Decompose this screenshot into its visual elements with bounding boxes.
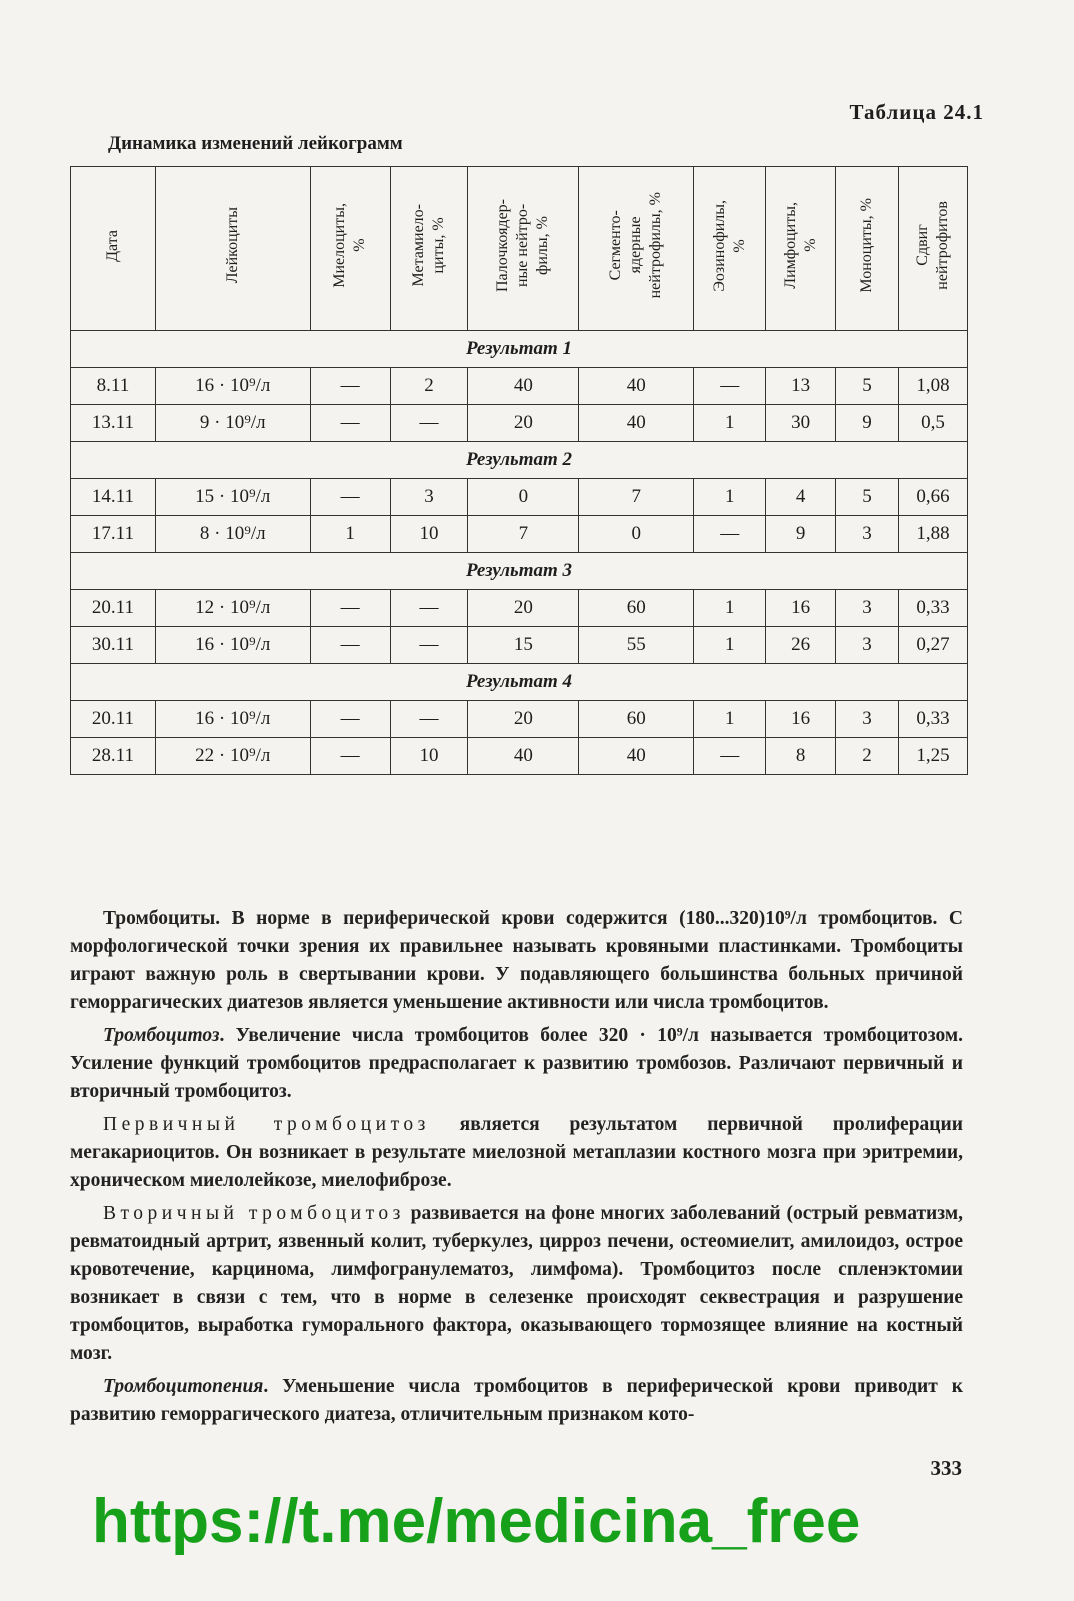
telegram-link[interactable]: https://t.me/medicina_free <box>92 1487 861 1556</box>
column-header: Дата <box>71 167 156 331</box>
column-header: Палочкоядер- ные нейтро- филы, % <box>468 167 579 331</box>
paragraph-thrombocytopenia: Тромбоцитопения. Уменьшение числа тромбоцитов в периферической крови приводит к развитию геморрагического диатеза, отличительным признаком кото- <box>70 1376 963 1425</box>
result-group-row: Результат 3 <box>71 553 968 590</box>
table-row: 13.11 9 · 10⁹/л — — 20 40 1 30 9 0,5 <box>71 405 968 442</box>
column-header: Эозинофилы, % <box>694 167 766 331</box>
column-header: Сегменто- ядерные нейтрофилы, % <box>579 167 694 331</box>
table-row: 20.11 16 · 10⁹/л — — 20 60 1 16 3 0,33 <box>71 701 968 738</box>
table-row: 28.11 22 · 10⁹/л — 10 40 40 — 8 2 1,25 <box>71 738 968 775</box>
table-row: 20.11 12 · 10⁹/л — — 20 60 1 16 3 0,33 <box>71 590 968 627</box>
table-header-row <box>71 167 968 331</box>
result-group-row: Результат 1 <box>71 331 968 368</box>
column-header: Сдвиг нейтрофитов <box>899 167 968 331</box>
column-header: Метамиело- циты, % <box>390 167 468 331</box>
table-row: 30.11 16 · 10⁹/л — — 15 55 1 26 3 0,27 <box>71 627 968 664</box>
column-header: Моноциты, % <box>836 167 899 331</box>
leukogram-table <box>70 166 968 775</box>
page-number: 333 <box>930 1456 962 1480</box>
result-group-row: Результат 4 <box>71 664 968 701</box>
body-text <box>70 905 963 1434</box>
paragraph-thrombocytosis: Тромбоцитоз. Увеличение числа тромбоцитов более 320 · 10⁹/л называется тромбоцитозом. Усиление функций тромбоцитов предрасполагает к развитию тромбозов. Различают первичный и вторичный тромбоцитоз. <box>70 1025 963 1102</box>
column-header: Лейкоциты <box>155 167 310 331</box>
column-header: Лимфоциты, % <box>766 167 836 331</box>
table-title: Динамика изменений лейкограмм <box>108 133 403 154</box>
paragraph-secondary-thrombocytosis: Вторичный тромбоцитоз развивается на фоне многих заболеваний (острый ревматизм, ревматоидный артрит, язвенный колит, туберкулез, цирроз печени, остеомиелит, амилоидоз, острое кровотечение, карцинома, лимфогранулематоз, лимфома). Тромбоцитоз после спленэктомии возникает в связи с тем, что в норме в селезенке происходят секвестрация и разрушение тромбоцитов, выработка гуморального фактора, оказывающего тормозящее влияние на костный мозг. <box>70 1203 963 1364</box>
table-row: 8.11 16 · 10⁹/л — 2 40 40 — 13 5 1,08 <box>71 368 968 405</box>
paragraph-thrombocytes: Тромбоциты. В норме в периферической крови содержится (180...320)10⁹/л тромбоцитов. С морфологической точки зрения их правильнее называть кровяными пластинками. Тромбоциты играют важную роль в свертывании крови. У подавляющего большинства больных причиной геморрагических диатезов является уменьшение активности или числа тромбоцитов. <box>70 908 963 1013</box>
table-number: Таблица 24.1 <box>849 100 984 124</box>
table-row: 14.11 15 · 10⁹/л — 3 0 7 1 4 5 0,66 <box>71 479 968 516</box>
column-header: Миелоциты, % <box>310 167 390 331</box>
result-group-row: Результат 2 <box>71 442 968 479</box>
paragraph-primary-thrombocytosis: Первичный тромбоцитоз является результатом первичной пролиферации мегакариоцитов. Он возникает в результате миелозной метаплазии костного мозга при эритремии, хроническом миелолейкозе, миелофиброзе. <box>70 1114 963 1191</box>
table-row: 17.11 8 · 10⁹/л 1 10 7 0 — 9 3 1,88 <box>71 516 968 553</box>
